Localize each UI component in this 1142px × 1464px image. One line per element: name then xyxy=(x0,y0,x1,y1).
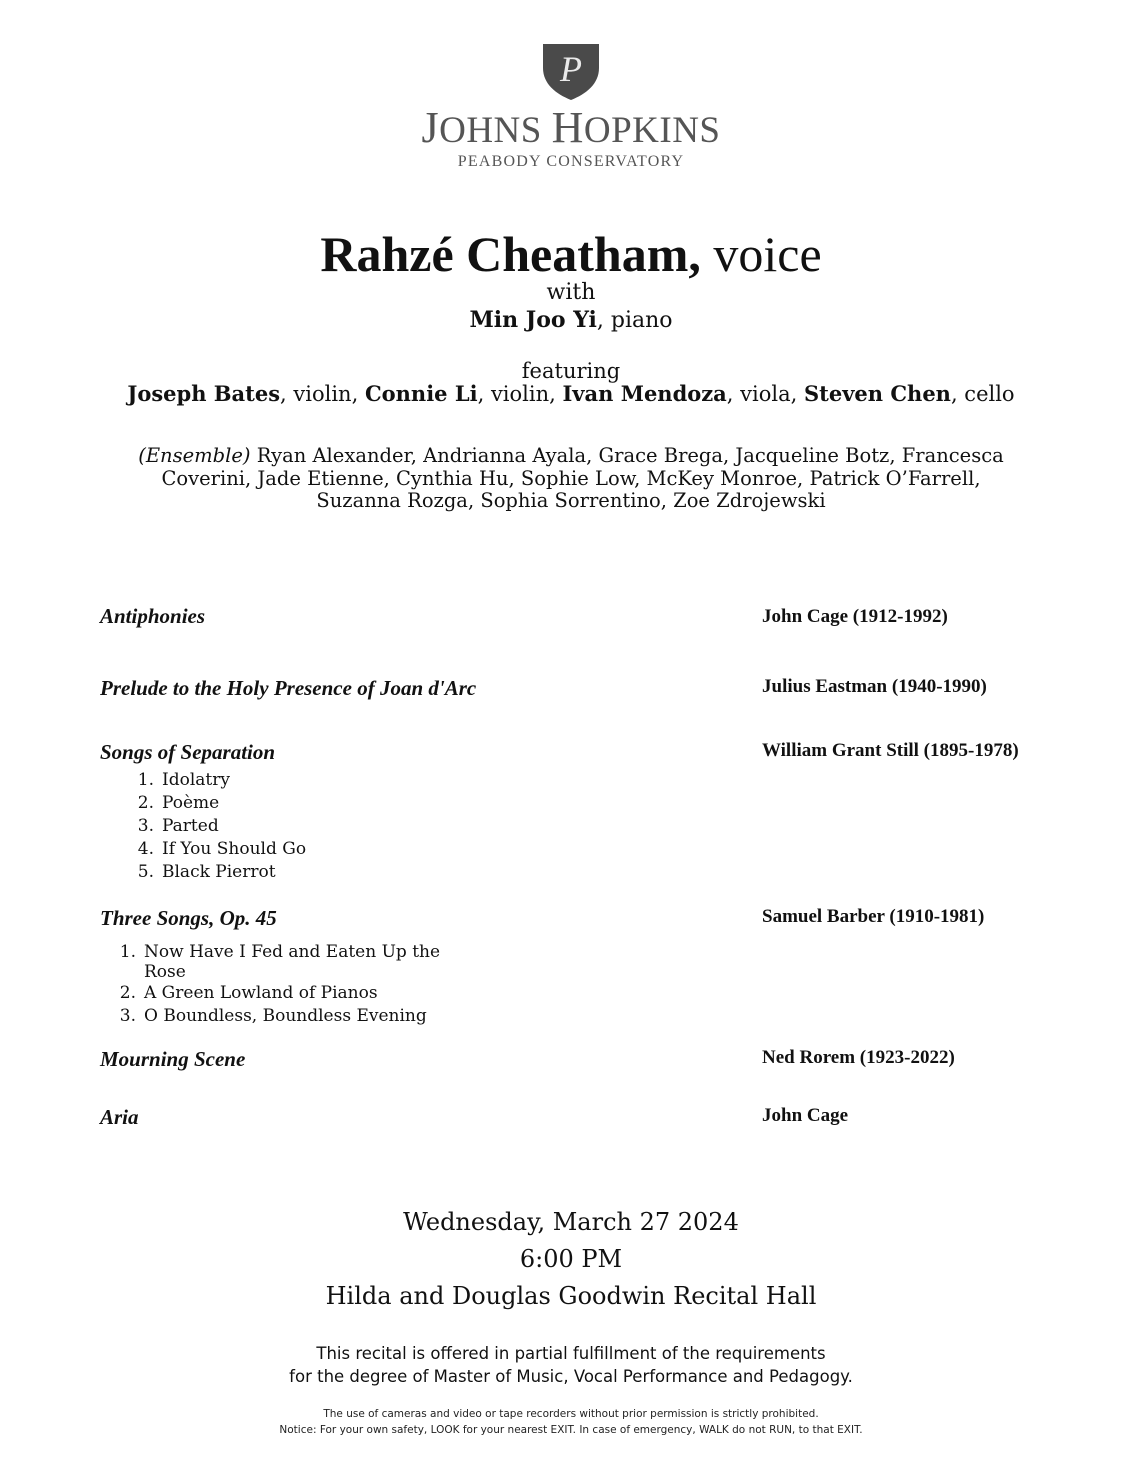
composer: Samuel Barber (1910-1981) xyxy=(762,906,985,927)
player-instrument: , cello xyxy=(950,382,1015,406)
player-name: Connie Li xyxy=(364,381,478,406)
shield-letter: P xyxy=(560,49,582,89)
ensemble-label: (Ensemble) xyxy=(138,444,251,467)
movement-item: 5. Black Pierrot xyxy=(137,862,276,882)
player-name: Joseph Bates xyxy=(127,381,281,406)
peabody-shield-icon xyxy=(540,40,602,102)
player-instrument: , violin, xyxy=(280,382,365,406)
event-time: 6:00 PM xyxy=(519,1245,623,1273)
audience-notice xyxy=(0,1406,1142,1438)
with-label: with xyxy=(546,280,596,305)
degree-line: This recital is offered in partial fulfillment of the requirements xyxy=(316,1344,826,1363)
piece-title: Mourning Scene xyxy=(100,1047,246,1071)
featured-players xyxy=(0,380,1142,408)
notice-line: Notice: For your own safety, LOOK for your nearest EXIT. In case of emergency, WALK do not RUN, to that EXIT. xyxy=(279,1424,863,1436)
movement-list xyxy=(130,769,306,884)
event-venue: Hilda and Douglas Goodwin Recital Hall xyxy=(325,1282,817,1310)
degree-line: for the degree of Master of Music, Vocal Performance and Pedagogy. xyxy=(289,1367,853,1386)
piece-title: Antiphonies xyxy=(100,604,206,628)
logo-wordmark: JOHNS HOPKINS xyxy=(421,103,721,152)
movement-item: 4. If You Should Go xyxy=(137,839,307,859)
movement-item: 1. Idolatry xyxy=(137,770,230,790)
movement-list xyxy=(112,942,440,1028)
degree-note xyxy=(0,1342,1142,1388)
player-name: Steven Chen xyxy=(803,381,951,406)
performer-title xyxy=(0,226,1142,282)
composer: Julius Eastman (1940-1990) xyxy=(762,676,987,697)
composer: Ned Rorem (1923-2022) xyxy=(762,1047,955,1068)
accompanist-line xyxy=(0,306,1142,335)
composer: John Cage (1912-1992) xyxy=(762,606,948,627)
institution-logo xyxy=(0,40,1142,171)
logo-subtitle: PEABODY CONSERVATORY xyxy=(457,153,685,170)
movement-item: 3. Parted xyxy=(137,816,219,836)
movement-item: 3. O Boundless, Boundless Evening xyxy=(119,1006,427,1026)
movement-item: 2. A Green Lowland of Pianos xyxy=(119,983,378,1003)
accompanist-instrument: , piano xyxy=(596,308,673,333)
player-name: Ivan Mendoza xyxy=(562,381,727,406)
composer: William Grant Still (1895-1978) xyxy=(762,740,1019,761)
ensemble-members: Ryan Alexander, Andrianna Ayala, Grace Brega, Jacqueline Botz, Francesca Coverini, Jade Etienne, Cynthia Hu, Sophie Low, McKey Monroe, Patrick O’Farrell, Suzanna Rozga, Sophia Sorrentino, Zoe Zdrojewski xyxy=(161,444,1004,512)
performer-instrument: voice xyxy=(700,226,822,282)
ensemble-list xyxy=(130,445,1012,513)
player-instrument: , viola, xyxy=(726,382,804,406)
notice-line: The use of cameras and video or tape recorders without prior permission is strictly prohibited. xyxy=(323,1408,819,1420)
movement-item: 2. Poème xyxy=(137,793,220,813)
featuring-label: featuring xyxy=(521,359,621,383)
performer-name: Rahzé Cheatham, xyxy=(320,226,701,282)
piece-title: Aria xyxy=(100,1105,139,1129)
accompanist-name: Min Joo Yi xyxy=(469,307,597,333)
player-instrument: , violin, xyxy=(477,382,563,406)
piece-title: Prelude to the Holy Presence of Joan d'Arc xyxy=(100,676,477,700)
event-date: Wednesday, March 27 2024 xyxy=(403,1208,739,1236)
piece-title: Songs of Separation xyxy=(100,740,276,764)
piece-title: Three Songs, Op. 45 xyxy=(100,906,277,930)
event-details xyxy=(0,1204,1142,1315)
composer: John Cage xyxy=(762,1105,849,1126)
movement-item: 1. Now Have I Fed and Eaten Up the Rose xyxy=(119,942,441,982)
